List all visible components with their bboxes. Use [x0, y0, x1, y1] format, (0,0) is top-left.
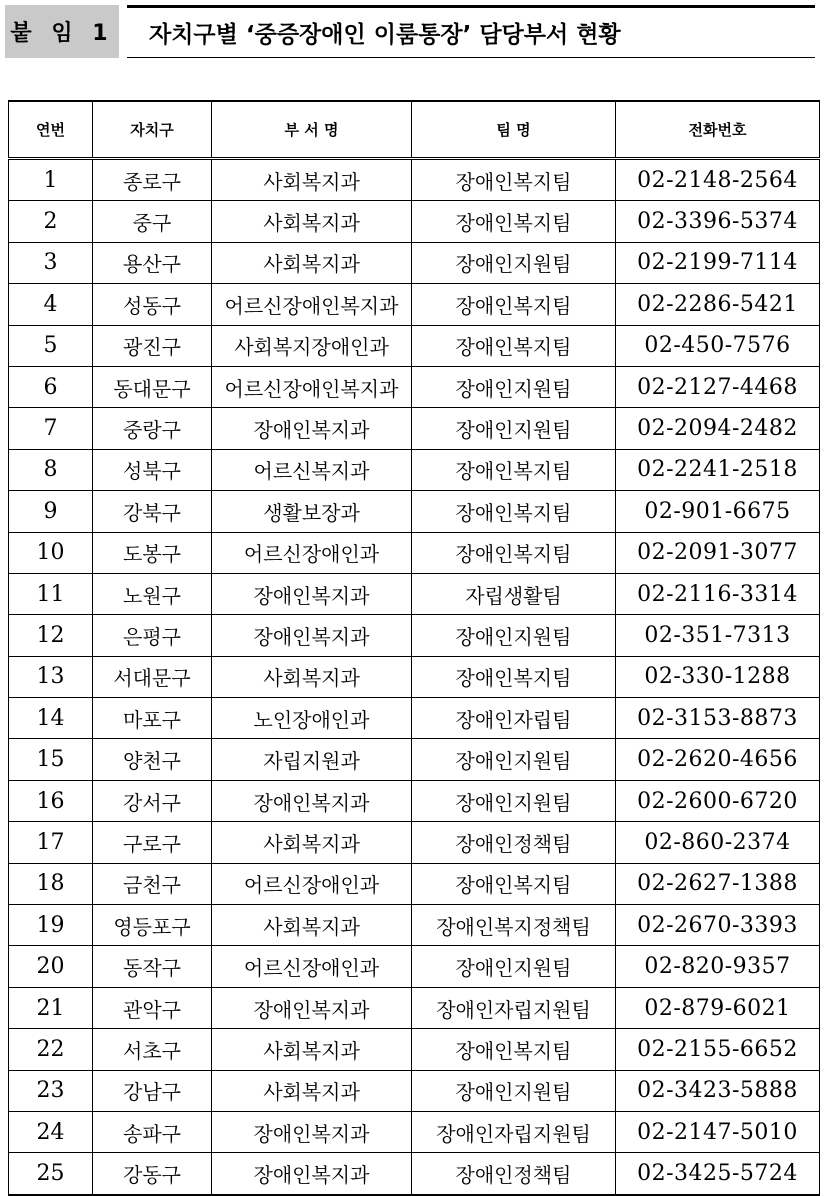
row-team: 장애인복지팀	[412, 1029, 616, 1070]
row-phone: 02-3425-5724	[616, 1153, 820, 1195]
table-row	[9, 656, 820, 697]
row-index: 12	[9, 615, 93, 656]
row-phone: 02-2627-1388	[616, 863, 820, 904]
row-index: 7	[9, 408, 93, 449]
row-district: 중랑구	[93, 408, 212, 449]
row-phone: 02-2620-4656	[616, 739, 820, 780]
table-row	[9, 284, 820, 325]
table-row	[9, 698, 820, 739]
table-row	[9, 1070, 820, 1111]
row-department: 사회복지과	[212, 201, 412, 242]
table-row	[9, 573, 820, 614]
table-row	[9, 491, 820, 532]
row-phone: 02-2199-7114	[616, 242, 820, 283]
row-department: 사회복지과	[212, 905, 412, 946]
row-district: 중구	[93, 201, 212, 242]
row-department: 어르신장애인복지과	[212, 284, 412, 325]
table-row	[9, 863, 820, 904]
row-team: 장애인복지팀	[412, 201, 616, 242]
row-district: 강북구	[93, 491, 212, 532]
header-department: 부 서 명	[212, 101, 412, 159]
row-phone: 02-2091-3077	[616, 532, 820, 573]
row-index: 23	[9, 1070, 93, 1111]
row-index: 5	[9, 325, 93, 366]
row-phone: 02-901-6675	[616, 491, 820, 532]
attachment-badge: 붙 임 1	[5, 5, 119, 58]
row-phone: 02-3396-5374	[616, 201, 820, 242]
table-row	[9, 946, 820, 987]
row-team: 장애인자립지원팀	[412, 987, 616, 1028]
row-department: 어르신장애인복지과	[212, 366, 412, 407]
row-index: 6	[9, 366, 93, 407]
header-phone: 전화번호	[616, 101, 820, 159]
row-index: 2	[9, 201, 93, 242]
row-district: 광진구	[93, 325, 212, 366]
department-table	[8, 100, 820, 1196]
row-district: 송파구	[93, 1111, 212, 1152]
row-team: 장애인지원팀	[412, 615, 616, 656]
row-department: 어르신장애인과	[212, 863, 412, 904]
row-district: 노원구	[93, 573, 212, 614]
table-row	[9, 449, 820, 490]
table-row	[9, 987, 820, 1028]
row-district: 강서구	[93, 780, 212, 821]
row-team: 장애인지원팀	[412, 946, 616, 987]
table-body	[9, 159, 820, 1195]
row-team: 장애인지원팀	[412, 408, 616, 449]
table-row	[9, 739, 820, 780]
row-district: 서초구	[93, 1029, 212, 1070]
row-department: 장애인복지과	[212, 573, 412, 614]
row-district: 구로구	[93, 822, 212, 863]
row-team: 장애인지원팀	[412, 242, 616, 283]
row-team: 장애인복지팀	[412, 449, 616, 490]
row-district: 은평구	[93, 615, 212, 656]
row-index: 21	[9, 987, 93, 1028]
row-department: 장애인복지과	[212, 408, 412, 449]
header-district: 자치구	[93, 101, 212, 159]
table-row	[9, 159, 820, 201]
row-district: 성동구	[93, 284, 212, 325]
row-district: 강남구	[93, 1070, 212, 1111]
row-department: 어르신장애인과	[212, 946, 412, 987]
row-team: 장애인복지팀	[412, 532, 616, 573]
row-index: 20	[9, 946, 93, 987]
row-district: 금천구	[93, 863, 212, 904]
row-phone: 02-2286-5421	[616, 284, 820, 325]
row-team: 장애인복지팀	[412, 863, 616, 904]
table-row	[9, 905, 820, 946]
row-department: 생활보장과	[212, 491, 412, 532]
row-department: 사회복지과	[212, 822, 412, 863]
row-team: 장애인정책팀	[412, 1153, 616, 1195]
row-team: 장애인지원팀	[412, 1070, 616, 1111]
row-index: 19	[9, 905, 93, 946]
row-team: 장애인자립지원팀	[412, 1111, 616, 1152]
row-district: 강동구	[93, 1153, 212, 1195]
document-header	[5, 5, 815, 58]
row-phone: 02-2670-3393	[616, 905, 820, 946]
row-phone: 02-2600-6720	[616, 780, 820, 821]
row-team: 장애인복지팀	[412, 325, 616, 366]
table-row	[9, 1153, 820, 1195]
row-department: 장애인복지과	[212, 1153, 412, 1195]
row-index: 15	[9, 739, 93, 780]
table-row	[9, 532, 820, 573]
header-team: 팀 명	[412, 101, 616, 159]
row-index: 16	[9, 780, 93, 821]
row-phone: 02-2148-2564	[616, 159, 820, 201]
row-team: 장애인복지팀	[412, 159, 616, 201]
row-index: 4	[9, 284, 93, 325]
row-phone: 02-2155-6652	[616, 1029, 820, 1070]
row-index: 13	[9, 656, 93, 697]
row-department: 자립지원과	[212, 739, 412, 780]
header-index: 연번	[9, 101, 93, 159]
row-index: 18	[9, 863, 93, 904]
table-row	[9, 615, 820, 656]
row-district: 동대문구	[93, 366, 212, 407]
row-district: 양천구	[93, 739, 212, 780]
row-index: 1	[9, 159, 93, 201]
row-index: 14	[9, 698, 93, 739]
row-department: 장애인복지과	[212, 987, 412, 1028]
row-index: 24	[9, 1111, 93, 1152]
table-row	[9, 201, 820, 242]
row-phone: 02-351-7313	[616, 615, 820, 656]
document-title: 자치구별 ‘중증장애인 이룸통장’ 담당부서 현황	[149, 22, 621, 48]
row-index: 11	[9, 573, 93, 614]
row-team: 장애인복지팀	[412, 491, 616, 532]
row-department: 장애인복지과	[212, 615, 412, 656]
row-phone: 02-2241-2518	[616, 449, 820, 490]
table-row	[9, 408, 820, 449]
row-district: 관악구	[93, 987, 212, 1028]
row-department: 사회복지과	[212, 1029, 412, 1070]
row-district: 용산구	[93, 242, 212, 283]
row-team: 장애인복지팀	[412, 284, 616, 325]
row-index: 8	[9, 449, 93, 490]
row-team: 장애인복지정책팀	[412, 905, 616, 946]
table-row	[9, 1029, 820, 1070]
row-phone: 02-3153-8873	[616, 698, 820, 739]
row-department: 사회복지과	[212, 159, 412, 201]
row-team: 장애인정책팀	[412, 822, 616, 863]
row-index: 3	[9, 242, 93, 283]
row-district: 종로구	[93, 159, 212, 201]
row-district: 동작구	[93, 946, 212, 987]
row-department: 장애인복지과	[212, 1111, 412, 1152]
row-department: 장애인복지과	[212, 780, 412, 821]
table-row	[9, 1111, 820, 1152]
table-row	[9, 325, 820, 366]
row-index: 25	[9, 1153, 93, 1195]
row-index: 9	[9, 491, 93, 532]
row-index: 17	[9, 822, 93, 863]
row-team: 장애인지원팀	[412, 366, 616, 407]
row-index: 10	[9, 532, 93, 573]
row-department: 어르신장애인과	[212, 532, 412, 573]
row-phone: 02-879-6021	[616, 987, 820, 1028]
row-department: 어르신복지과	[212, 449, 412, 490]
row-phone: 02-450-7576	[616, 325, 820, 366]
row-phone: 02-2127-4468	[616, 366, 820, 407]
table-row	[9, 242, 820, 283]
row-team: 장애인복지팀	[412, 656, 616, 697]
row-department: 사회복지과	[212, 1070, 412, 1111]
row-district: 영등포구	[93, 905, 212, 946]
row-index: 22	[9, 1029, 93, 1070]
row-phone: 02-820-9357	[616, 946, 820, 987]
row-department: 노인장애인과	[212, 698, 412, 739]
row-district: 성북구	[93, 449, 212, 490]
row-phone: 02-2094-2482	[616, 408, 820, 449]
row-department: 사회복지과	[212, 656, 412, 697]
row-phone: 02-3423-5888	[616, 1070, 820, 1111]
table-row	[9, 780, 820, 821]
row-team: 장애인지원팀	[412, 780, 616, 821]
table-row	[9, 822, 820, 863]
row-team: 장애인자립팀	[412, 698, 616, 739]
row-phone: 02-860-2374	[616, 822, 820, 863]
row-team: 자립생활팀	[412, 573, 616, 614]
row-phone: 02-2147-5010	[616, 1111, 820, 1152]
row-district: 마포구	[93, 698, 212, 739]
row-department: 사회복지과	[212, 242, 412, 283]
title-box	[127, 5, 815, 58]
table-row	[9, 366, 820, 407]
row-district: 도봉구	[93, 532, 212, 573]
row-department: 사회복지장애인과	[212, 325, 412, 366]
row-district: 서대문구	[93, 656, 212, 697]
row-phone: 02-330-1288	[616, 656, 820, 697]
row-team: 장애인지원팀	[412, 739, 616, 780]
table-header-row	[9, 101, 820, 159]
row-phone: 02-2116-3314	[616, 573, 820, 614]
